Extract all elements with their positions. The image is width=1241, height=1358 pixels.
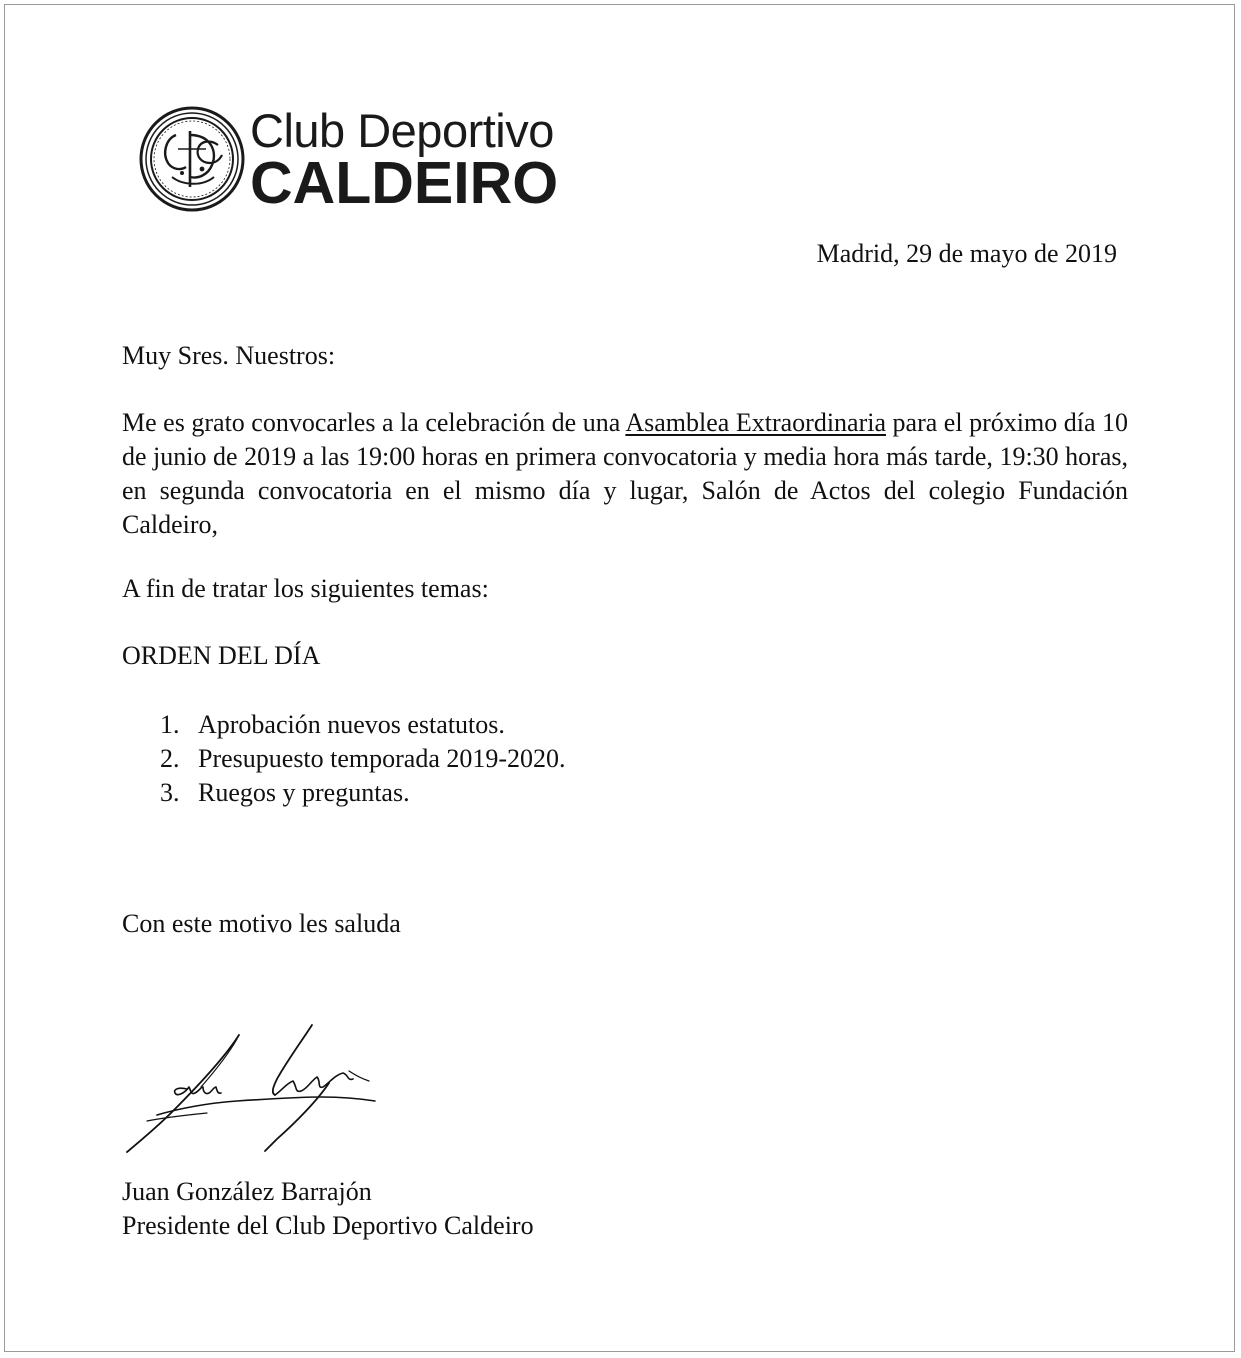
agenda-item-text: Ruegos y preguntas. bbox=[198, 778, 410, 807]
agenda-item-number: 2. bbox=[160, 744, 180, 773]
agenda-item bbox=[160, 776, 566, 810]
body-text-after: para el próximo día 10 de junio de 2019 a las 19:00 horas en primera convocatoria y media hora más tarde, 19:30 horas, en segunda convocatoria en el mismo día y lugar, Salón de Actos del colegio Fundación Caldeiro, bbox=[122, 408, 1129, 539]
logo-text-club-deportivo: Club Deportivo bbox=[250, 104, 554, 157]
signer-role: Presidente del Club Deportivo Caldeiro bbox=[122, 1211, 534, 1240]
letter-salutation: Muy Sres. Nuestros: bbox=[122, 341, 336, 370]
agenda-item-number: 3. bbox=[160, 778, 180, 807]
letter-closing: Con este motivo les saluda bbox=[122, 909, 401, 938]
agenda-intro: A fin de tratar los siguientes temas: bbox=[122, 574, 489, 603]
agenda-item-text: Presupuesto temporada 2019-2020. bbox=[198, 744, 566, 773]
club-logo bbox=[138, 103, 598, 215]
letter-date: Madrid, 29 de mayo de 2019 bbox=[816, 239, 1117, 268]
body-text-underlined: Asamblea Extraordinaria bbox=[625, 408, 887, 437]
letter-page bbox=[4, 4, 1235, 1352]
agenda-item-number: 1. bbox=[160, 710, 180, 739]
body-text-before: Me es grato convocarles a la celebración de una bbox=[122, 408, 626, 437]
handwritten-signature-icon bbox=[117, 1017, 387, 1162]
club-crest-emblem-icon bbox=[138, 105, 246, 213]
agenda-item bbox=[160, 742, 566, 776]
agenda-list bbox=[160, 708, 566, 810]
agenda-item bbox=[160, 708, 566, 742]
logo-text-caldeiro: CALDEIRO bbox=[250, 150, 559, 216]
signer-name: Juan González Barrajón bbox=[122, 1177, 372, 1206]
agenda-item-text: Aprobación nuevos estatutos. bbox=[198, 710, 505, 739]
letter-body-paragraph bbox=[122, 406, 1128, 542]
agenda-title: ORDEN DEL DÍA bbox=[122, 641, 321, 670]
